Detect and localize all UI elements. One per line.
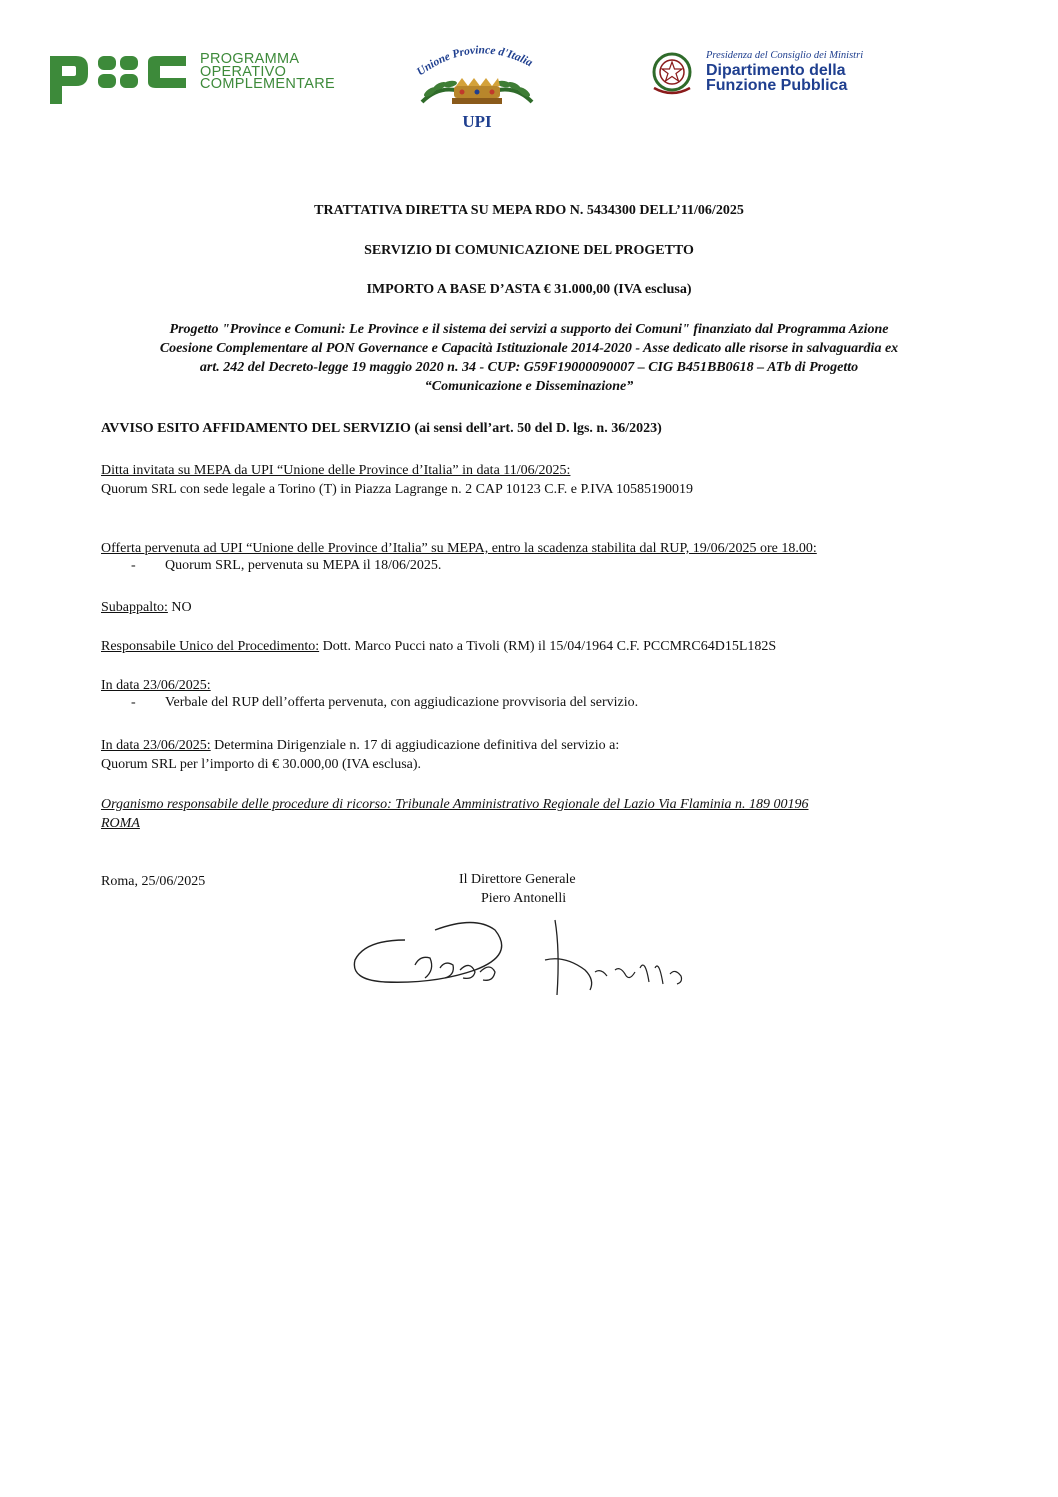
determina-line-2: Quorum SRL per l’importo di € 30.000,00 (IVA esclusa).	[101, 757, 422, 772]
bullet-dash: -	[131, 558, 136, 573]
determina-value: Determina Dirigenziale n. 17 di aggiudicazione definitiva del servizio a:	[210, 738, 620, 753]
ditta-label: Ditta invitata su MEPA da UPI “Unione delle Province d’Italia” in data 11/06/2025:	[101, 463, 571, 478]
signer-title: Il Direttore Generale	[459, 872, 576, 887]
upi-logo	[412, 42, 542, 134]
ditta-value: Quorum SRL con sede legale a Torino (T) in Piazza Lagrange n. 2 CAP 10123 C.F. e P.IVA 10585190019	[101, 482, 694, 497]
offerta-item-text: Quorum SRL, pervenuta su MEPA il 18/06/2025.	[165, 558, 442, 573]
dfp-line-2: Funzione Pubblica	[706, 77, 848, 94]
italian-emblem-icon	[644, 50, 700, 96]
offerta-label: Offerta pervenuta ad UPI “Unione delle Province d’Italia” su MEPA, entro la scadenza stabilita dal RUP, 19/06/2025 ore 18.00:	[101, 541, 817, 556]
poc-line-2: OPERATIVO	[200, 63, 287, 80]
poc-logo-text	[200, 53, 360, 91]
bullet-dash: -	[131, 695, 136, 710]
svg-text:Unione Province d'Italia	[415, 44, 535, 78]
determina-row	[101, 736, 619, 755]
subappalto-value: NO	[167, 600, 192, 615]
poc-logo	[48, 52, 348, 107]
poc-line-1: PROGRAMMA	[200, 51, 300, 67]
project-line-3: art. 242 del Decreto-legge 19 maggio 2020 n. 34 - CUP: G59F19000090007 – CIG B451BB0618 – ATb di Progetto	[199, 360, 859, 375]
rup-value: Dott. Marco Pucci nato a Tivoli (RM) il 15/04/1964 C.F. PCCMRC64D15L182S	[319, 639, 777, 654]
upi-arc-text: Unione Province d'Italia	[414, 44, 535, 79]
upi-emblem-icon	[412, 42, 542, 117]
signer-name: Piero Antonelli	[481, 891, 567, 906]
determina-label: In data 23/06/2025:	[101, 738, 211, 753]
dfp-line-1: Dipartimento della	[706, 62, 846, 79]
offerta-item	[131, 558, 441, 574]
heading-importo: IMPORTO A BASE D’ASTA € 31.000,00 (IVA esclusa)	[366, 282, 692, 297]
poc-mark-icon	[48, 52, 193, 107]
verbale-item	[131, 695, 638, 711]
ricorso-line-2: ROMA	[101, 816, 140, 831]
dfp-logo	[644, 50, 904, 96]
heading-trattativa: TRATTATIVA DIRETTA SU MEPA RDO N. 5434300 DELL’11/06/2025	[314, 203, 744, 218]
verbale-label: In data 23/06/2025:	[101, 678, 211, 693]
place-date: Roma, 25/06/2025	[101, 874, 206, 889]
ricorso-line-1: Organismo responsabile delle procedure di ricorso: Tribunale Amministrativo Regionale del Lazio Via Flaminia n. 189 00196	[101, 797, 809, 812]
project-line-1: Progetto "Province e Comuni: Le Province e il sistema dei servizi a supporto dei Comuni" finanziato dal Programma Azione	[169, 322, 889, 337]
project-description	[100, 320, 958, 396]
upi-caption: UPI	[462, 112, 492, 131]
subappalto-label: Subappalto:	[101, 600, 168, 615]
avviso-heading: AVVISO ESITO AFFIDAMENTO DEL SERVIZIO (ai sensi dell’art. 50 del D. lgs. n. 36/2023)	[101, 421, 662, 436]
project-line-4: “Comunicazione e Disseminazione”	[424, 379, 634, 394]
project-line-2: Coesione Complementare al PON Governance e Capacità Istituzionale 2014-2020 - Asse dedicato alle risorse in salvaguardia ex	[159, 341, 899, 356]
rup-label: Responsabile Unico del Procedimento:	[101, 639, 320, 654]
poc-line-3: COMPLEMENTARE	[200, 76, 335, 92]
rup-row	[101, 637, 776, 656]
subappalto-row	[101, 598, 192, 617]
verbale-item-text: Verbale del RUP dell’offerta pervenuta, con aggiudicazione provvisoria del servizio.	[165, 695, 639, 710]
heading-servizio: SERVIZIO DI COMUNICAZIONE DEL PROGETTO	[364, 243, 694, 258]
dfp-presidenza: Presidenza del Consiglio dei Ministri	[706, 50, 864, 61]
handwritten-signature-icon	[345, 910, 710, 1010]
